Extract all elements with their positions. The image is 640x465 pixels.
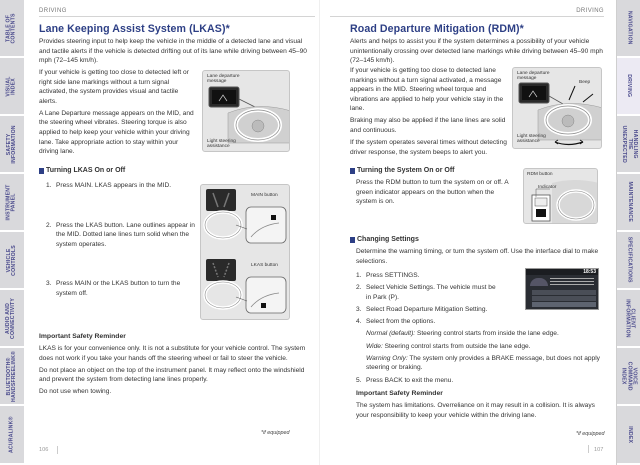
light-steering-label: Light steering assistance (207, 139, 236, 150)
rdm-on-off-heading: Turning the System On or Off (350, 167, 454, 174)
lkas-step: 2. Press the LKAS button. Lane outlines appear in the MID. Dotted lane lines turn solid when the system operates. (46, 221, 195, 248)
settings-step: 2. Select Vehicle Settings. The vehicle must be in Park (P). (356, 284, 496, 301)
tab-acuralink[interactable]: ACURALINK® (0, 406, 24, 465)
option-normal: Normal (default): Steering control starts from inside the lane edge. (366, 330, 559, 338)
tab-navigation[interactable]: NAVIGATION (617, 0, 640, 58)
settings-step: 3. Select Road Departure Mitigation Setting. (356, 305, 488, 313)
tab-handling-the-unexpected[interactable]: HANDLING THE UNEXPECTED (617, 116, 640, 174)
left-section-tabs (0, 0, 24, 465)
rdm-button-figure (523, 168, 598, 224)
section-marker-icon (350, 237, 355, 243)
reminder-paragraph: LKAS is for your convenience only. It is not a substitute for your vehicle control. The system does not work if you take your hands off the steering wheel or fail to steer the vehicle. (39, 345, 306, 362)
page-number: 107 (594, 447, 604, 453)
changing-settings-heading: Changing Settings (350, 236, 419, 243)
screen-option-wide (532, 296, 596, 301)
tab-safety-information[interactable]: SAFETY INFORMATION (0, 116, 24, 174)
tab-voice-command-index[interactable]: VOICE COMMAND INDEX (617, 348, 640, 406)
lkas-reminder-heading: Important Safety Reminder (39, 333, 126, 340)
running-head: DRIVING (576, 8, 604, 14)
tab-audio-connectivity[interactable]: AUDIO AND CONNECTIVITY (0, 290, 24, 348)
option-warning-only: Warning Only: The system only provides a BRAKE message, but does not apply steering or braking. (366, 354, 600, 372)
tab-visual-index[interactable]: VISUAL INDEX (0, 58, 24, 116)
section-marker-icon (39, 168, 44, 174)
changing-settings-text: Determine the warning timing, or turn the system off. Use the interface dial to make selections. (356, 248, 599, 265)
lkas-para-2: A Lane Departure message appears on the MID, and the steering wheel vibrates. Steering torque is also applied to help keep your vehicle within your driving lane. Take appropriate action to stay within your driving lane. (39, 109, 194, 156)
rdm-lane-departure-figure (512, 67, 602, 149)
lkas-step: 3. Press MAIN or the LKAS button to turn the system off. (46, 280, 181, 297)
settings-screen-figure (525, 268, 599, 310)
rdm-title: Road Departure Mitigation (RDM)* (350, 23, 524, 35)
screen-clock: 18:53 (583, 269, 596, 275)
lkas-step: 1. Press MAIN. LKAS appears in the MID. (46, 182, 172, 189)
footnote: *if equipped (261, 430, 290, 436)
rdm-on-off-text: Press the RDM button to turn the system on or off. A green indicator appears on the button when the system is on. (356, 179, 509, 206)
lane-departure-message-label: Lane departure message (517, 71, 550, 82)
option-wide: Wide: Steering control starts from outside the lane edge. (366, 342, 531, 350)
indicator-label: Indicator (538, 185, 557, 190)
rdm-button-label: RDM button (527, 172, 553, 177)
page-number-divider (57, 446, 58, 454)
rdm-para-1: If your vehicle is getting too close to detected lane markings without a turn signal activated, a message appears in the MID. Steering wheel torque and vibrations are applied to help your vehicle stay in the lane. (350, 67, 504, 113)
tab-table-of-contents[interactable]: TABLE OF CONTENTS (0, 0, 24, 58)
tab-client-information[interactable]: CLIENT INFORMATION (617, 290, 640, 348)
rdm-reminder-heading: Important Safety Reminder (356, 390, 443, 397)
lkas-buttons-figure (200, 184, 290, 320)
page-107 (320, 0, 616, 465)
lkas-para-1: If your vehicle is getting too close to detected left or right side lane markings without a turn signal activated, the system provides visual and tactile alerts. (39, 69, 189, 105)
lkas-steps (46, 181, 196, 301)
page-number: 106 (39, 447, 49, 453)
rdm-intro: Alerts and helps to assist you if the system determines a possibility of your vehicle unintentionally crossing over detected lane markings while driving between 45–90 mph (72–145 km/h). (350, 38, 603, 65)
rdm-para-3: If the system operates several times without detecting driver response, the system beeps to alert you. (350, 139, 507, 156)
tab-bluetooth-handsfreelink[interactable]: BLUETOOTH® HANDSFREELINK® (0, 348, 24, 406)
beep-label: Beep (579, 80, 591, 85)
lane-departure-figure (202, 70, 290, 152)
screen-description-lines (550, 278, 594, 279)
right-section-tabs (616, 0, 640, 465)
tab-maintenance[interactable]: MAINTENANCE (617, 174, 640, 232)
tab-index[interactable]: INDEX (617, 406, 640, 465)
screen-option-normal (532, 290, 596, 295)
rdm-body (350, 66, 508, 160)
light-steering-label: Light steering assistance (517, 134, 546, 145)
section-marker-icon (350, 168, 355, 174)
lkas-on-off-heading: Turning LKAS On or Off (39, 167, 125, 174)
settings-step: 1. Press SETTINGS. (356, 272, 420, 279)
lkas-body (39, 68, 195, 159)
lkas-title: Lane Keeping Assist System (LKAS)* (39, 23, 230, 35)
rdm-para-2: Braking may also be applied if the lane lines are solid and continuous. (350, 117, 506, 135)
reminder-paragraph: Do not use when towing. (39, 388, 112, 396)
running-head: DRIVING (39, 8, 67, 14)
lkas-intro: Provides steering input to help keep the vehicle in the middle of a detected lane and visual and tactile alerts if the vehicle is detected drifting out of its lane while driving between 45–90 mph (72–145 km/h). (39, 38, 307, 65)
lkas-button-label: LKAS button (251, 263, 278, 268)
page-106 (24, 0, 320, 465)
screen-option-warning-only (532, 302, 596, 307)
steering-controls-illustration (201, 185, 290, 320)
page-number-divider (588, 445, 589, 453)
lkas-reminder (39, 344, 317, 399)
lane-departure-message-label: Lane departure message (207, 74, 240, 85)
main-button-label: MAIN button (251, 193, 278, 198)
header-rule (39, 16, 315, 17)
tab-instrument-panel[interactable]: INSTRUMENT PANEL (0, 174, 24, 232)
tab-vehicle-controls[interactable]: VEHICLE CONTROLS (0, 232, 24, 290)
reminder-paragraph: Do not place an object on the top of the instrument panel. It may reflect onto the windshield and prevent the system from detecting lane lines properly. (39, 366, 305, 384)
settings-step: 5. Press BACK to exit the menu. (356, 376, 454, 384)
settings-step: 4. Select from the options. (356, 318, 436, 326)
header-rule (330, 16, 604, 17)
tab-driving[interactable]: DRIVING (617, 58, 640, 116)
tab-specifications[interactable]: SPECIFICATIONS (617, 232, 640, 290)
rdm-reminder: The system has limitations. Overreliance on it may result in a collision. It is always your responsibility to keep your vehicle within the driving lane. (356, 402, 595, 419)
footnote: *if equipped (576, 431, 605, 437)
screen-car-graphic (530, 278, 548, 286)
